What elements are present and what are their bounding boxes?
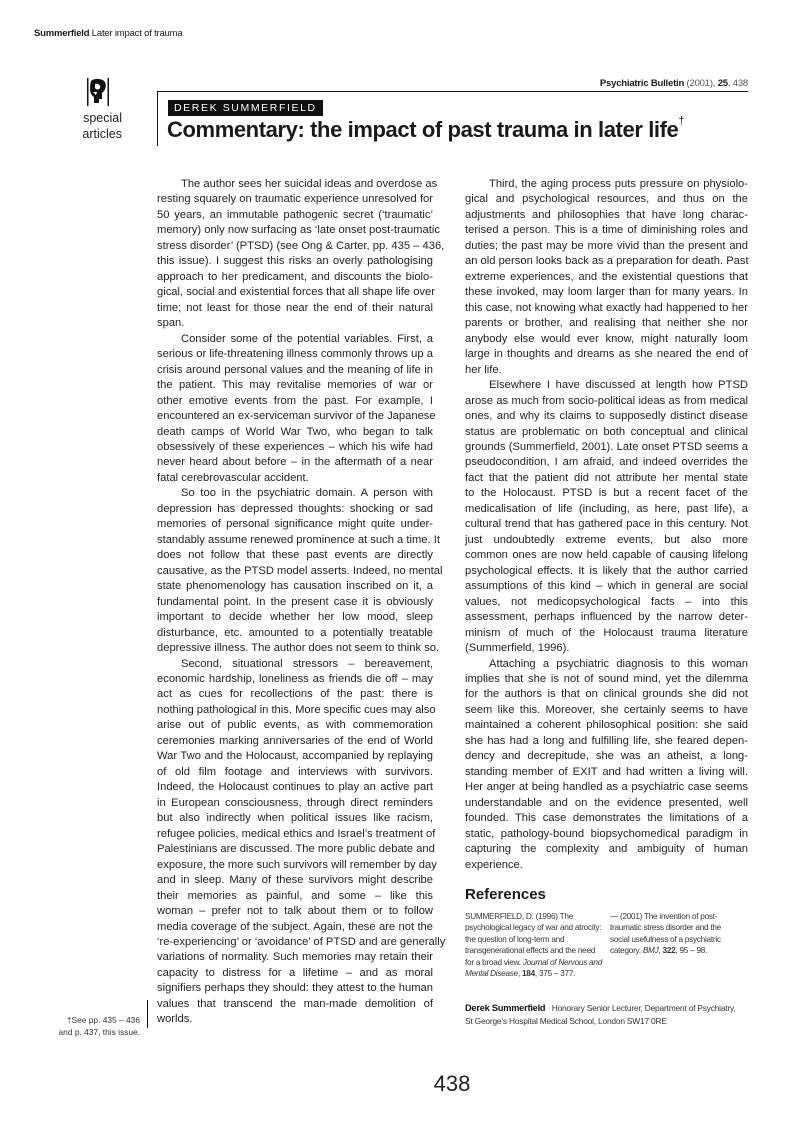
text-line: cultural trend that has gathered pace in this century. Not — [465, 518, 748, 531]
text-line: fact that the patient did not attribute her mental state — [465, 471, 748, 484]
text-line: their memories as painful, and some – like this — [157, 889, 433, 902]
text-line: causative, as the PTSD model asserts. Indeed, no mental — [157, 564, 443, 577]
author-affiliation — [465, 1002, 735, 1028]
reference-journal: Journal of Nervous and Mental Disease — [465, 957, 603, 979]
text-line: founded. This case demonstrates the limitations of a — [465, 812, 748, 825]
reference-pages: , 95 – 98. — [675, 946, 708, 956]
reference-text: — (2001) The invention of post-traumatic stress disorder and the social usefulness of a psychiatric category. — [610, 912, 721, 956]
text-line: Palestinians are discussed. The more public debate and — [157, 843, 435, 856]
text-line: act as cues for recollections of the past: there is — [157, 688, 433, 701]
text-line: fundamental point. In the present case it is obviously — [157, 595, 433, 608]
text-line: values that transcend the man-made demolition of — [157, 997, 433, 1010]
reference-pages: , 375 – 377. — [534, 969, 576, 979]
text-line: standing member of EXIT and had written a living will. — [465, 765, 748, 778]
text-line: and in sleep. Many of these survivors might describe — [157, 874, 433, 887]
journal-year: (2001), — [686, 78, 716, 89]
page-number: 438 — [433, 1071, 471, 1096]
text-line: Third, the aging process puts pressure on physiolo- — [489, 178, 748, 190]
text-line: assumptions of this kind – which in general are social — [465, 580, 748, 593]
text-line: to the Holocaust. PTSD is but a recent facet of the — [465, 487, 748, 500]
footnote — [20, 1014, 140, 1038]
section-label-line: articles — [82, 127, 122, 141]
text-line: (Summerfield, 1996). — [465, 642, 570, 655]
text-line: adjustments and philosophies that have long charac- — [465, 208, 748, 221]
text-line: extreme experiences, and the existential questions that — [465, 270, 748, 283]
article-title — [167, 117, 684, 143]
text-line: large in thoughts and dreams as she neared the end of — [465, 348, 748, 361]
text-line: exposure, the more such survivors will remember by day — [157, 858, 437, 871]
text-line: common ones are now held capable of causing lifelong — [465, 549, 748, 562]
text-line: static, pathology-bound biopsychomedical paradigm in — [465, 827, 748, 840]
text-line: in European consciousness, through direct reminders — [157, 796, 433, 809]
text-line: nothing pathological in this. More specific cues may also — [157, 703, 436, 716]
text-line: minism of much of the Holocaust trauma literature — [465, 626, 748, 639]
text-line: other emotive events from the past. For example, I — [157, 394, 433, 407]
text-line: media coverage of the subject. Again, these are not the — [157, 920, 433, 933]
text-line: serious or life-threatening illness commonly throws up a — [157, 348, 433, 361]
text-line: span. — [157, 317, 185, 330]
text-line: pseudocondition, I am afraid, and indeed overrides the — [465, 456, 748, 469]
text-line: understandable and on the evidence presented, well — [465, 796, 748, 809]
text-line: of old film footage and interviews with survivors. — [157, 765, 433, 778]
text-line: this issue). I suggest this risks an overly pathologising — [157, 255, 433, 268]
text-line: depressive illness. The author does not seem to think so. — [157, 642, 440, 655]
text-line: The author sees her suicidal ideas and overdose as — [181, 178, 438, 190]
text-line: duties; the past may be more vivid than the present and — [465, 239, 748, 252]
text-line: Consider some of the potential variables. First, a — [181, 332, 433, 345]
text-line: obsessively of these experiences – which his wife had — [157, 440, 433, 453]
text-line: crisis around personal values and the meaning of life in — [157, 363, 433, 376]
text-line: values, not medicopsychological facts – into this — [465, 595, 748, 608]
text-line: worlds. — [157, 1013, 193, 1026]
paragraph — [157, 332, 436, 487]
text-line: memory) only now surfacing as ‘late onset post-traumatic — [157, 224, 440, 237]
text-line: an old person looks back as a preparation for death. Past — [465, 255, 749, 268]
text-line: refugee policies, medical ethics and Israel’s treatment of — [157, 827, 436, 840]
text-line: Attaching a psychiatric diagnosis to this woman — [489, 657, 748, 670]
footnote-line: and p. 437, this issue. — [58, 1027, 140, 1037]
text-line: ‘re-experiencing’ or ‘avoidance’ of PTSD and are generally — [157, 935, 446, 948]
text-line: dency and decrepitude, she was an atheist, a long- — [465, 750, 748, 763]
text-line: for the authors is that on clinical grounds she did not — [465, 688, 748, 701]
paragraph — [157, 177, 445, 332]
text-line: anybody else would ever know, might naturally loom — [465, 332, 748, 345]
body-column-left — [157, 177, 446, 1028]
text-line: the patient. This may revitalise memories of war or — [157, 379, 433, 392]
journal-head-logo-icon — [86, 77, 110, 107]
text-line: resting squarely on traumatic experience unresolved for — [157, 193, 433, 206]
reference-volume: 322 — [662, 946, 676, 956]
text-line: Indeed, the Holocaust continues to play an active part — [157, 781, 433, 794]
section-label-line: special — [83, 111, 122, 125]
text-line: arise out of public events, as with commemoration — [157, 719, 433, 732]
text-line: status are problematic on both conceptual and clinical — [465, 425, 748, 438]
text-line: her life. — [465, 363, 502, 376]
text-line: terised a person. This is a time of diminishing roles and — [465, 224, 748, 237]
footnote-rule — [147, 1000, 148, 1028]
text-line: So too in the psychiatric domain. A person with — [181, 487, 433, 500]
text-line: maintained a coherent philosophical position: she said — [465, 719, 748, 732]
text-line: does not follow that these past events are directly — [157, 549, 433, 562]
journal-volume: 25 — [717, 78, 728, 89]
text-line: medicalisation of life (including, as here, past life), a — [465, 502, 748, 515]
text-line: stress disorder’ (PTSD) (see Ong & Carter, pp. 435 – 436, — [157, 239, 445, 252]
reference-item: — (2001) The invention of post-traumatic stress disorder and the social usefulness of a psychiatric category. BMJ, 322, 95 – 98. — [610, 912, 721, 956]
text-line: Her anger at being handled as a psychiatric case seems — [465, 781, 748, 794]
text-line: never heard about before – in the aftermath of a near — [157, 456, 433, 469]
running-head-title: Later impact of trauma — [91, 28, 183, 39]
text-line: but also indirectly when political issues like racism, — [157, 812, 433, 825]
text-line: variations of normality. Such memories may retain their — [157, 951, 433, 964]
affiliation-line: St George’s Hospital Medical School, London SW17 0RE — [465, 1016, 667, 1026]
text-line: economic hardship, loneliness as friends die off – may — [157, 673, 433, 685]
text-line: woman – prefer not to talk about them or to follow — [157, 905, 433, 918]
text-line: Second, situational stressors – bereavement, — [181, 657, 433, 670]
reference-volume: 184 — [522, 969, 535, 979]
text-line: death camps of World War Two, who began to talk — [157, 425, 433, 438]
reference-item: SUMMERFIELD, D. (1996) The psychological legacy of war and atrocity: the question of long-term and transgenerational effects and the need for a broad view. Journal of Nervous and Mental Disease, 184, 375 – 377. — [465, 912, 603, 979]
text-line: this case, not knowing what exactly had happened to her — [465, 301, 748, 314]
text-line: time; not least for those near the end of their natural — [157, 301, 433, 314]
text-line: depression has depressed thoughts: shocking or sad — [157, 502, 433, 515]
text-line: War Two and the Holocaust, accompanied by replaying — [157, 750, 433, 763]
text-line: experience. — [465, 858, 523, 871]
paragraph — [157, 486, 443, 656]
text-line: parents or brother, and realising that neither she nor — [465, 317, 748, 330]
journal-page: , 438 — [727, 78, 748, 89]
text-line: capacity to distress for a lifetime – and as moral — [157, 966, 433, 979]
text-line: grounds (Summerfield, 2001). Late onset PTSD seems a — [465, 440, 748, 453]
reference-text: SUMMERFIELD, D. (1996) The psychological legacy of war and atrocity: the question of long-term and transgenerational effects and the need for a broad view. — [465, 912, 602, 967]
footnote-mark: † — [678, 115, 685, 127]
text-line: seem like this. Moreover, she certainly seems to have — [465, 703, 748, 716]
text-line: ones, and why its claims to supposedly distinct disease — [465, 410, 748, 423]
article-title-text: Commentary: the impact of past trauma in later life — [167, 117, 679, 142]
affiliation-name: Derek Summerfield — [465, 1003, 546, 1013]
section-label — [60, 110, 122, 142]
text-line: just undoubtedly extreme events, but also more — [465, 533, 748, 546]
paragraph — [465, 657, 748, 874]
text-line: state phenomenology has causation inscribed on it, a — [157, 580, 433, 593]
running-head — [34, 28, 182, 39]
text-line: gical and psychological resources, and thus on the — [465, 193, 748, 206]
text-line: standably assume renewed prominence at such a time. It — [157, 533, 440, 546]
paragraph — [465, 378, 748, 656]
text-line: encountered an ex-serviceman survivor of the Japanese — [157, 410, 436, 423]
text-line: she has had a long and fulfilling life, she feared depen- — [465, 734, 748, 747]
paragraph — [465, 177, 748, 378]
text-line: approach to her predicament, and discounts the biolo- — [157, 270, 433, 283]
text-line: capturing the complexity and ambiguity of human — [465, 843, 748, 856]
affiliation-line: Honorary Senior Lecturer, Department of Psychiatry, — [551, 1003, 736, 1013]
header-rule — [157, 91, 748, 92]
reference-journal: BMJ — [642, 946, 659, 956]
journal-name: Psychiatric Bulletin — [599, 78, 685, 89]
text-line: these invoked, may loom larger than for many years. In — [465, 286, 748, 299]
author-badge: DEREK SUMMERFIELD — [168, 100, 323, 116]
text-line: psychological effects. It is likely that the author carried — [465, 564, 748, 577]
references-heading: References — [465, 886, 546, 903]
text-line: arose as much from socio-political ideas as from medical — [465, 394, 748, 407]
text-line: 50 years, an immutable pathogenic secret (‘traumatic’ — [157, 208, 433, 221]
text-line: Elsewhere I have discussed at length how PTSD — [489, 379, 748, 392]
text-line: disturbance, etc. amounted to a potentially treatable — [157, 626, 433, 639]
journal-citation — [600, 78, 748, 89]
body-column-right — [465, 177, 748, 873]
text-line: important to decide whether her low mood, sleep — [157, 611, 433, 624]
text-line: ceremonies marking anniversaries of the end of World — [157, 734, 433, 747]
text-line: implies that she is not of sound mind, yet the dilemma — [465, 673, 748, 685]
text-line: assessment, perhaps influenced by the narrow deter- — [465, 611, 748, 624]
text-line: gical, social and existential forces that all shape life over — [157, 286, 435, 299]
header-vertical-rule — [157, 91, 158, 146]
footnote-line: †See pp. 435 – 436 — [66, 1015, 140, 1025]
running-head-author: Summerfield — [34, 28, 90, 39]
text-line: fatal cerebrovascular accident. — [157, 471, 309, 484]
text-line: memories of personal significance might quite under- — [157, 518, 433, 531]
text-line: signifiers perhaps they should: they attest to the human — [157, 982, 433, 995]
paragraph — [157, 657, 446, 1028]
